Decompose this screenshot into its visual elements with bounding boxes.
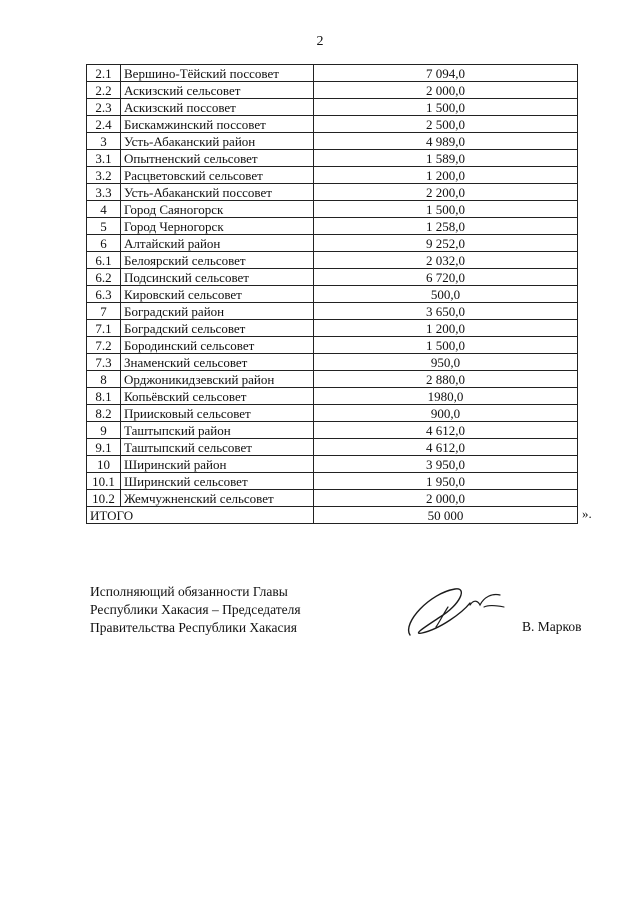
row-amount: 2 500,0 bbox=[314, 116, 578, 133]
table-row bbox=[87, 133, 578, 150]
row-number: 10.2 bbox=[87, 490, 121, 507]
signer-title-line-2: Республики Хакасия – Председателя bbox=[90, 602, 301, 617]
row-number: 10.1 bbox=[87, 473, 121, 490]
total-amount: 50 000 bbox=[314, 507, 578, 524]
row-number: 2.4 bbox=[87, 116, 121, 133]
row-amount: 1 200,0 bbox=[314, 320, 578, 337]
row-amount: 9 252,0 bbox=[314, 235, 578, 252]
row-number: 7.2 bbox=[87, 337, 121, 354]
table-row bbox=[87, 371, 578, 388]
table-row bbox=[87, 235, 578, 252]
row-name: Расцветовский сельсовет bbox=[121, 167, 314, 184]
row-name: Жемчужненский сельсовет bbox=[121, 490, 314, 507]
table-row bbox=[87, 320, 578, 337]
table-row bbox=[87, 337, 578, 354]
row-number: 6.3 bbox=[87, 286, 121, 303]
row-name: Бородинский сельсовет bbox=[121, 337, 314, 354]
table-row bbox=[87, 150, 578, 167]
row-amount: 1980,0 bbox=[314, 388, 578, 405]
closing-quote: ». bbox=[582, 506, 592, 521]
table-body bbox=[87, 65, 578, 524]
row-amount: 2 000,0 bbox=[314, 82, 578, 99]
row-number: 3.2 bbox=[87, 167, 121, 184]
row-amount: 1 589,0 bbox=[314, 150, 578, 167]
table-row bbox=[87, 456, 578, 473]
row-name: Таштыпский сельсовет bbox=[121, 439, 314, 456]
row-name: Город Саяногорск bbox=[121, 201, 314, 218]
row-number: 2.1 bbox=[87, 65, 121, 82]
row-number: 7.3 bbox=[87, 354, 121, 371]
row-name: Копьёвский сельсовет bbox=[121, 388, 314, 405]
row-name: Белоярский сельсовет bbox=[121, 252, 314, 269]
row-name: Подсинский сельсовет bbox=[121, 269, 314, 286]
row-name: Опытненский сельсовет bbox=[121, 150, 314, 167]
row-number: 10 bbox=[87, 456, 121, 473]
row-amount: 900,0 bbox=[314, 405, 578, 422]
signer-name: В. Марков bbox=[522, 619, 582, 634]
row-amount: 950,0 bbox=[314, 354, 578, 371]
row-amount: 1 950,0 bbox=[314, 473, 578, 490]
row-name: Город Черногорск bbox=[121, 218, 314, 235]
row-name: Таштыпский район bbox=[121, 422, 314, 439]
row-name: Боградский сельсовет bbox=[121, 320, 314, 337]
total-row bbox=[87, 507, 578, 524]
row-amount: 500,0 bbox=[314, 286, 578, 303]
table-row bbox=[87, 490, 578, 507]
row-amount: 4 612,0 bbox=[314, 439, 578, 456]
table-row bbox=[87, 201, 578, 218]
table-row bbox=[87, 99, 578, 116]
row-number: 7.1 bbox=[87, 320, 121, 337]
row-number: 3 bbox=[87, 133, 121, 150]
row-amount: 2 880,0 bbox=[314, 371, 578, 388]
row-number: 6 bbox=[87, 235, 121, 252]
signer-title-line-1: Исполняющий обязанности Главы bbox=[90, 584, 288, 599]
row-number: 5 bbox=[87, 218, 121, 235]
row-amount: 2 000,0 bbox=[314, 490, 578, 507]
row-amount: 1 500,0 bbox=[314, 99, 578, 116]
table-row bbox=[87, 252, 578, 269]
table-row bbox=[87, 354, 578, 371]
row-name: Усть-Абаканский район bbox=[121, 133, 314, 150]
row-number: 3.3 bbox=[87, 184, 121, 201]
row-number: 9 bbox=[87, 422, 121, 439]
total-label: ИТОГО bbox=[87, 507, 314, 524]
row-amount: 3 950,0 bbox=[314, 456, 578, 473]
table-row bbox=[87, 439, 578, 456]
row-amount: 1 500,0 bbox=[314, 201, 578, 218]
row-number: 3.1 bbox=[87, 150, 121, 167]
page-number: 2 bbox=[316, 34, 324, 49]
row-number: 8.2 bbox=[87, 405, 121, 422]
row-number: 8.1 bbox=[87, 388, 121, 405]
table-row bbox=[87, 167, 578, 184]
table-row bbox=[87, 422, 578, 439]
row-number: 2.3 bbox=[87, 99, 121, 116]
row-number: 7 bbox=[87, 303, 121, 320]
row-amount: 2 200,0 bbox=[314, 184, 578, 201]
row-name: Ширинский сельсовет bbox=[121, 473, 314, 490]
row-number: 6.2 bbox=[87, 269, 121, 286]
row-name: Аскизский поссовет bbox=[121, 99, 314, 116]
table-row bbox=[87, 303, 578, 320]
table-row bbox=[87, 116, 578, 133]
row-amount: 4 612,0 bbox=[314, 422, 578, 439]
allocation-table bbox=[86, 64, 578, 524]
row-name: Усть-Абаканский поссовет bbox=[121, 184, 314, 201]
table-row bbox=[87, 82, 578, 99]
row-amount: 2 032,0 bbox=[314, 252, 578, 269]
row-name: Вершино-Тёйский поссовет bbox=[121, 65, 314, 82]
table-row bbox=[87, 218, 578, 235]
table-row bbox=[87, 388, 578, 405]
row-amount: 6 720,0 bbox=[314, 269, 578, 286]
row-amount: 7 094,0 bbox=[314, 65, 578, 82]
row-amount: 1 500,0 bbox=[314, 337, 578, 354]
row-name: Кировский сельсовет bbox=[121, 286, 314, 303]
row-number: 6.1 bbox=[87, 252, 121, 269]
table-row bbox=[87, 269, 578, 286]
row-name: Аскизский сельсовет bbox=[121, 82, 314, 99]
row-name: Бискамжинский поссовет bbox=[121, 116, 314, 133]
table-row bbox=[87, 473, 578, 490]
signature-block bbox=[90, 583, 301, 637]
row-name: Ширинский район bbox=[121, 456, 314, 473]
table-row bbox=[87, 184, 578, 201]
row-amount: 1 200,0 bbox=[314, 167, 578, 184]
row-amount: 4 989,0 bbox=[314, 133, 578, 150]
row-name: Боградский район bbox=[121, 303, 314, 320]
table-row bbox=[87, 286, 578, 303]
signer-title-line-3: Правительства Республики Хакасия bbox=[90, 620, 297, 635]
row-amount: 1 258,0 bbox=[314, 218, 578, 235]
row-number: 2.2 bbox=[87, 82, 121, 99]
row-number: 8 bbox=[87, 371, 121, 388]
row-number: 4 bbox=[87, 201, 121, 218]
handwritten-signature bbox=[400, 583, 510, 648]
row-name: Алтайский район bbox=[121, 235, 314, 252]
row-name: Орджоникидзевский район bbox=[121, 371, 314, 388]
row-number: 9.1 bbox=[87, 439, 121, 456]
row-name: Знаменский сельсовет bbox=[121, 354, 314, 371]
table-row bbox=[87, 65, 578, 82]
row-name: Приисковый сельсовет bbox=[121, 405, 314, 422]
table-row bbox=[87, 405, 578, 422]
row-amount: 3 650,0 bbox=[314, 303, 578, 320]
